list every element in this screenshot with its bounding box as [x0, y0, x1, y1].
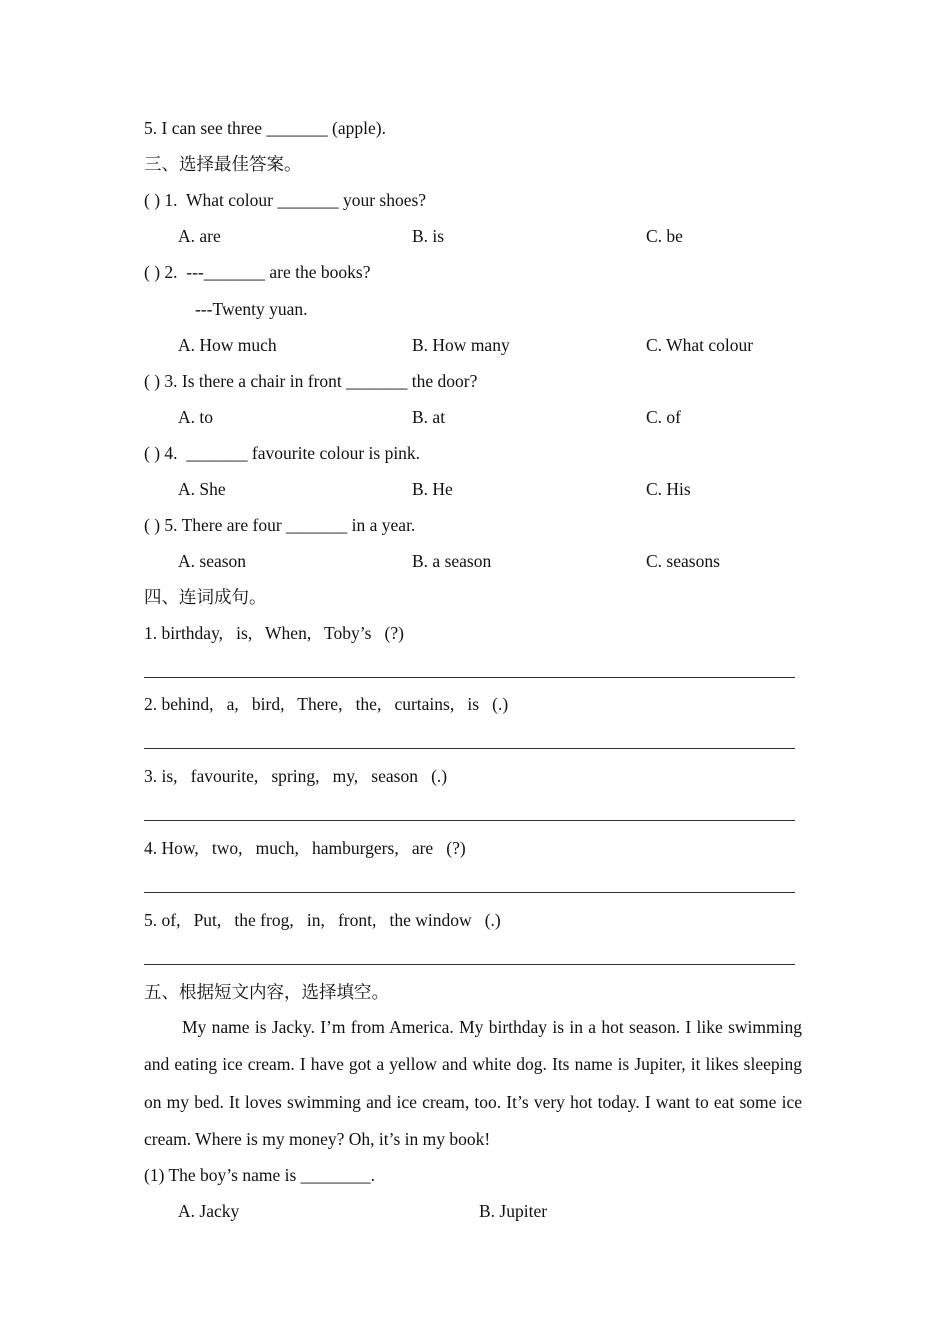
- option-c: C. What colour: [646, 335, 754, 355]
- option-a: A. are: [178, 226, 221, 246]
- word-order-item: 1. birthday, is, When, Toby’s (?): [144, 623, 404, 643]
- word-order-item: 4. How, two, much, hamburgers, are (?): [144, 838, 466, 858]
- option-a: A. season: [178, 551, 247, 571]
- option-b: B. at: [412, 407, 446, 427]
- word-order-item: 3. is, favourite, spring, my, season (.): [144, 766, 448, 786]
- option-a: A. to: [178, 407, 213, 427]
- option-a: A. Jacky: [178, 1201, 240, 1221]
- option-a: A. She: [178, 479, 226, 499]
- answer-line[interactable]: [144, 964, 795, 965]
- question-stem: ( ) 2. ---_______ are the books?: [144, 262, 371, 282]
- option-b: B. a season: [412, 551, 492, 571]
- option-b: B. is: [412, 226, 445, 246]
- option-a: A. How much: [178, 335, 277, 355]
- answer-line[interactable]: [144, 748, 795, 749]
- option-b: B. Jupiter: [479, 1201, 548, 1221]
- section-heading: 四、连词成句。: [144, 587, 267, 607]
- option-b: B. He: [412, 479, 453, 499]
- section-heading: 三、选择最佳答案。: [144, 154, 302, 174]
- question-answer-line: ---Twenty yuan.: [195, 299, 308, 319]
- option-c: C. of: [646, 407, 681, 427]
- question-stem: ( ) 3. Is there a chair in front _______ the door?: [144, 371, 478, 391]
- option-c: C. be: [646, 226, 683, 246]
- fill-in-item-5: 5. I can see three _______ (apple).: [144, 118, 386, 138]
- question-stem: ( ) 1. What colour _______ your shoes?: [144, 190, 427, 210]
- word-order-item: 2. behind, a, bird, There, the, curtains, is (.): [144, 694, 509, 714]
- option-b: B. How many: [412, 335, 510, 355]
- section-heading: 五、根据短文内容，选择填空。: [144, 982, 389, 1002]
- question-stem: (1) The boy’s name is ________.: [144, 1165, 376, 1185]
- answer-line[interactable]: [144, 820, 795, 821]
- option-c: C. seasons: [646, 551, 720, 571]
- reading-passage: My name is Jacky. I’m from America. My birthday is in a hot season. I like swimming and eating ice cream. I have got a yellow and white dog. Its name is Jupiter, it likes sleeping on my bed. It loves swimming and ice cream, too. It’s very hot today. I want to eat some ice cream. Where is my money? Oh, it’s in my book!: [144, 1017, 802, 1149]
- answer-line[interactable]: [144, 892, 795, 893]
- answer-line[interactable]: [144, 677, 795, 678]
- question-stem: ( ) 5. There are four _______ in a year.: [144, 515, 416, 535]
- question-stem: ( ) 4. _______ favourite colour is pink.: [144, 443, 421, 463]
- option-c: C. His: [646, 479, 691, 499]
- word-order-item: 5. of, Put, the frog, in, front, the window (.): [144, 910, 501, 930]
